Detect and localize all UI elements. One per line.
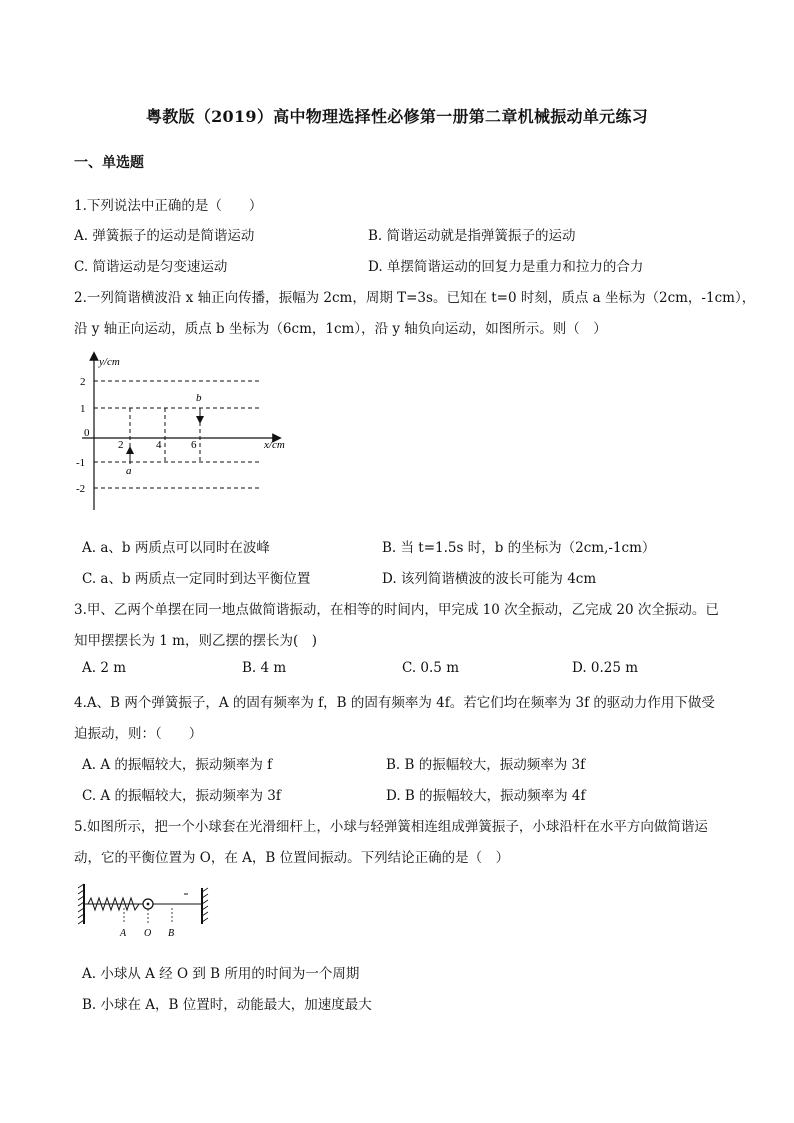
q4-stem-line1: 4.A、B 两个弹簧振子，A 的固有频率为 f，B 的固有频率为 4f。若它们均在频率为 3f 的驱动力作用下做受 [74, 695, 715, 711]
label-o: O [144, 928, 152, 939]
x-tick-4: 4 [156, 439, 162, 451]
x-tick-6: 6 [191, 439, 197, 451]
q3-option-c: C. 0.5 m [402, 660, 459, 676]
label-a: A [120, 928, 127, 939]
q2-stem-line2: 沿 y 轴正向运动，质点 b 坐标为（6cm，1cm），沿 y 轴负向运动，如图所示。则（ ） [74, 321, 607, 337]
q5-stem-line2: 动，它的平衡位置为 O，在 A，B 位置间振动。下列结论正确的是（ ） [74, 850, 510, 866]
section-heading: 一、单选题 [74, 155, 144, 171]
q3-option-d: D. 0.25 m [572, 660, 639, 676]
q2-wave-figure [72, 350, 302, 515]
point-b-label: b [196, 392, 202, 404]
q2-option-c: C. a、b 两质点一定同时到达平衡位置 [82, 571, 311, 587]
q2-option-b: B. 当 t=1.5s 时，b 的坐标为（2cm,-1cm） [382, 540, 656, 556]
q2-option-d: D. 该列简谐横波的波长可能为 4cm [382, 571, 597, 587]
ball-center [147, 903, 150, 906]
q1-option-d: D. 单摆简谐运动的回复力是重力和拉力的合力 [368, 259, 644, 275]
q2-option-a: A. a、b 两质点可以同时在波峰 [82, 540, 270, 556]
q4-option-d: D. B 的振幅较大，振动频率为 4f [386, 788, 586, 804]
point-a-label: a [126, 465, 132, 477]
page-title: 粤教版（2019）高中物理选择性必修第一册第二章机械振动单元练习 [145, 107, 649, 126]
q5-stem-line1: 5.如图所示，把一个小球套在光滑细杆上，小球与轻弹簧相连组成弹簧振子，小球沿杆在水平方向做简谐运 [74, 819, 708, 835]
q5-spring-figure [76, 880, 216, 942]
label-b: B [168, 928, 175, 939]
q4-stem-line2: 迫振动，则：（ ） [74, 726, 203, 742]
y-axis-label: y/cm [99, 356, 120, 368]
y-tick-neg1: -1 [76, 457, 86, 469]
q4-option-b: B. B 的振幅较大，振动频率为 3f [386, 757, 586, 773]
x-tick-2: 2 [118, 439, 124, 451]
q4-option-a: A. A 的振幅较大，振动频率为 f [82, 757, 273, 773]
x-axis-label: x/cm [264, 439, 285, 451]
q1-option-b: B. 简谐运动就是指弹簧振子的运动 [368, 228, 576, 244]
q3-stem-line2: 知甲摆摆长为 1 m，则乙摆的摆长为( ) [74, 633, 318, 649]
q2-stem-line1: 2.一列简谐横波沿 x 轴正向传播，振幅为 2cm，周期 T=3s。已知在 t=0 时刻，质点 a 坐标为（2cm，-1cm）， [74, 290, 756, 306]
q3-stem-line1: 3.甲、乙两个单摆在同一地点做简谐振动，在相等的时间内，甲完成 10 次全振动，乙完成 20 次全振动。已 [74, 602, 719, 618]
q5-option-a: A. 小球从 A 经 O 到 B 所用的时间为一个周期 [82, 966, 360, 982]
q3-option-a: A. 2 m [82, 660, 127, 676]
q5-option-b: B. 小球在 A，B 位置时，动能最大，加速度最大 [82, 997, 372, 1013]
y-tick-1: 1 [80, 403, 86, 415]
q1-option-c: C. 简谐运动是匀变速运动 [74, 259, 228, 275]
q1-option-a: A. 弹簧振子的运动是简谐运动 [74, 228, 255, 244]
q4-option-c: C. A 的振幅较大，振动频率为 3f [82, 788, 281, 804]
y-tick-neg2: -2 [76, 483, 86, 495]
y-tick-2: 2 [80, 376, 86, 388]
q3-option-b: B. 4 m [242, 660, 287, 676]
origin-label: 0 [84, 427, 90, 439]
q1-stem: 1.下列说法中正确的是（ ） [74, 198, 263, 214]
